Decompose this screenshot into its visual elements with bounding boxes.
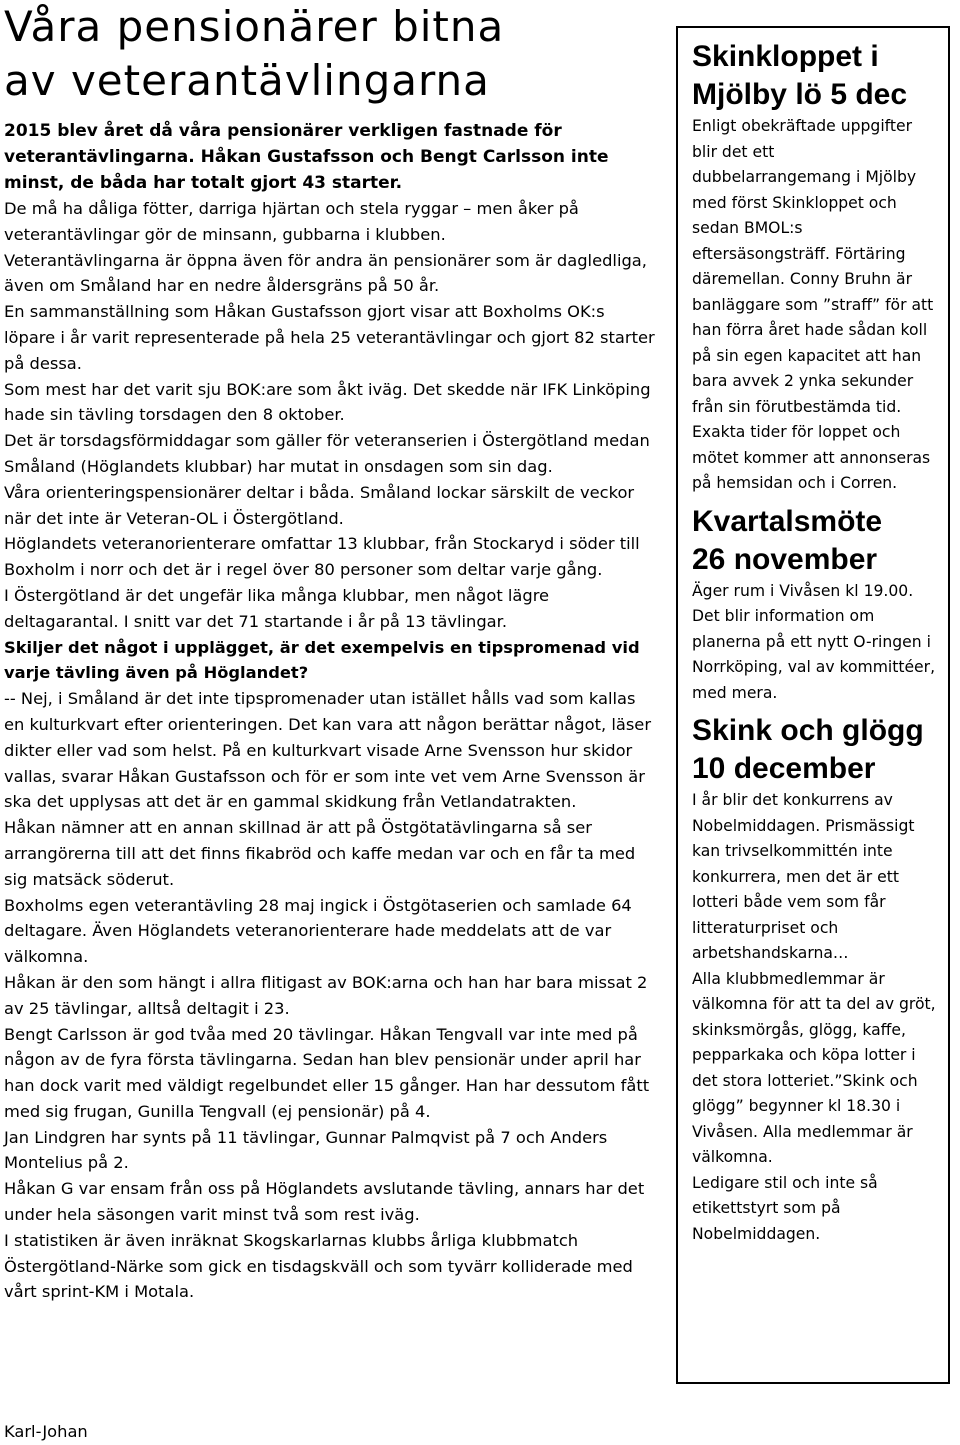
paragraph: Det är torsdagsförmiddagar som gäller för veteranserien i Östergötland medan Småland (Höglandets klubbar) har mutat in onsdagen som sin dag. — [4, 431, 650, 476]
interview-question: Skiljer det något i upplägget, är det exempelvis en tipspromenad vid varje tävling även på Höglandet? — [4, 637, 640, 683]
paragraph: Höglandets veteranorienterare omfattar 13 klubbar, från Stockaryd i söder till Boxholm i norr och det är i regel över 80 personer som deltar varje gång. — [4, 534, 640, 580]
sidebar-text-welcome: Alla klubbmedlemmar är välkomna för att ta del av gröt, skinksmörgås, glögg, kaffe, pepparkaka och köpa lotter i det stora lotteriet.”Skink och glögg” begynner kl 18.30 i Vivåsen. Alla medlemmar är välkomna. — [692, 969, 936, 1166]
article-headline — [4, 0, 660, 108]
paragraph: En sammanställning som Håkan Gustafsson gjort visar att Boxholms OK:s löpare i år varit representerade på hela 25 veterantävlingar och gjort 82 starter på dessa. — [4, 302, 655, 373]
paragraph: Håkan G var ensam från oss på Höglandets avslutande tävling, annars har det under hela säsongen varit minst två som rest iväg. — [4, 1179, 645, 1225]
article-lead: 2015 blev året då våra pensionärer verkligen fastnade för veterantävlingarna. Håkan Gustafsson och Bengt Carlsson inte minst, de båda har totalt gjort 43 starter. — [4, 121, 609, 193]
article-author: Karl-Johan — [4, 1422, 88, 1441]
skink-glogg-line-1: Skink och glögg — [692, 714, 924, 747]
paragraph: I statistiken är även inräknat Skogskarlarnas klubbs årliga klubbmatch Östergötland-Närke som gick en tisdagskväll och som tyvärr kolliderade med vårt sprint-KM i Motala. — [4, 1230, 633, 1302]
paragraph: -- Nej, i Småland är det inte tipspromenader utan istället hålls vad som kallas en kulturkvart efter orienteringen. Det kan vara att någon berättar något, läser dikter eller vad som helst. På en kulturkvart visade Arne Svensson hur skidor vallas, svarar Håkan Gustafsson och för er som inte vet vem Arne Svensson är ska det upplysas att det är en gammal skidkung från Vetlandatrakten. — [4, 689, 652, 812]
paragraph: Våra orienteringspensionärer deltar i båda. Småland lockar särskilt de veckor när det inte är Veteran-OL i Östergötland. — [4, 482, 635, 528]
paragraph: Jan Lindgren har synts på 11 tävlingar, Gunnar Palmqvist på 7 och Anders Montelius på 2. — [4, 1127, 608, 1173]
kvartalsmote-line-1: Kvartalsmöte — [692, 504, 883, 538]
headline-line-2: av veterantävlingarna — [4, 56, 490, 105]
sidebar-title-skink-glogg — [692, 712, 936, 788]
paragraph: Boxholms egen veterantävling 28 maj ingick i Östgötaserien och samlade 64 deltagare. Även Höglandets veteranorienterare hade meddelats att de var välkomna. — [4, 895, 632, 967]
sidebar-text-skinkloppet: Enligt obekräftade uppgifter blir det ett dubbelarrangemang i Mjölby med först Skinkloppet och sedan BMOL:s eftersäsongsträff. Förtäring däremellan. Conny Bruhn är banläggare som ”straff” för att han förra året hade sådan koll på sin egen kapacitet att han bara avvek 2 ynka sekunder från sin förutbestämda tid. Exakta tider för loppet och mötet kommer att annonseras på hemsidan och i Corren. — [692, 117, 934, 492]
sidebar-text-kvartalsmote: Äger rum i Vivåsen kl 19.00. Det blir information om planerna på ett nytt O-ringen i Norrköping, val av kommittéer, med mera. — [692, 581, 936, 702]
sidebar-title-skinkloppet: Skinkloppet i Mjölby lö 5 dec — [692, 40, 908, 111]
skink-glogg-line-2: 10 december — [692, 752, 876, 785]
sidebar-text-style: Ledigare stil och inte så etikettstyrt som på Nobelmiddagen. — [692, 1173, 878, 1243]
paragraph: I Östergötland är det ungefär lika många klubbar, men något lägre deltagarantal. I snitt var det 71 startande i år på 13 tävlingar. — [4, 585, 550, 631]
sidebar-title-kvartalsmote — [692, 503, 936, 579]
paragraph: Håkan nämner att en annan skillnad är att på Östgötatävlingarna så ser arrangörerna till att det finns fikabröd och kaffe medan var och en får ta med sig matsäck söderut. — [4, 818, 636, 889]
paragraph: Bengt Carlsson är god tvåa med 20 tävlingar. Håkan Tengvall var inte med på någon av de fyra första tävlingarna. Sedan han blev pensionär under april har han dock varit med väldigt regelbundet eller 15 gånger. Han har dessutom fått med sig frugan, Gunilla Tengvall (ej pensionär) på 4. — [4, 1024, 650, 1121]
paragraph: Som mest har det varit sju BOK:are som åkt iväg. Det skedde när IFK Linköping hade sin tävling torsdagen den 8 oktober. — [4, 379, 651, 425]
sidebar-box — [676, 26, 950, 1384]
main-article — [4, 0, 660, 1305]
headline-line-1: Våra pensionärer bitna — [4, 2, 505, 51]
sidebar-text-skink-glogg: I år blir det konkurrens av Nobelmiddagen. Prismässigt kan trivselkommittén inte konkurrera, men det är ett lotteri både vem som får litteraturpriset och arbetshandskarna… — [692, 791, 915, 962]
paragraph: De må ha dåliga fötter, darriga hjärtan och stela ryggar – men åker på veterantävlingar gör de minsann, gubbarna i klubben. — [4, 199, 579, 244]
kvartalsmote-line-2: 26 november — [692, 542, 878, 576]
paragraph: Veterantävlingarna är öppna även för andra än pensionärer som är dagledliga, även om Småland har en nedre åldersgräns på 50 år. — [4, 250, 647, 296]
paragraph: Håkan är den som hängt i allra flitigast av BOK:arna och han har bara missat 2 av 25 tävlingar, alltså deltagit i 23. — [4, 972, 648, 1018]
